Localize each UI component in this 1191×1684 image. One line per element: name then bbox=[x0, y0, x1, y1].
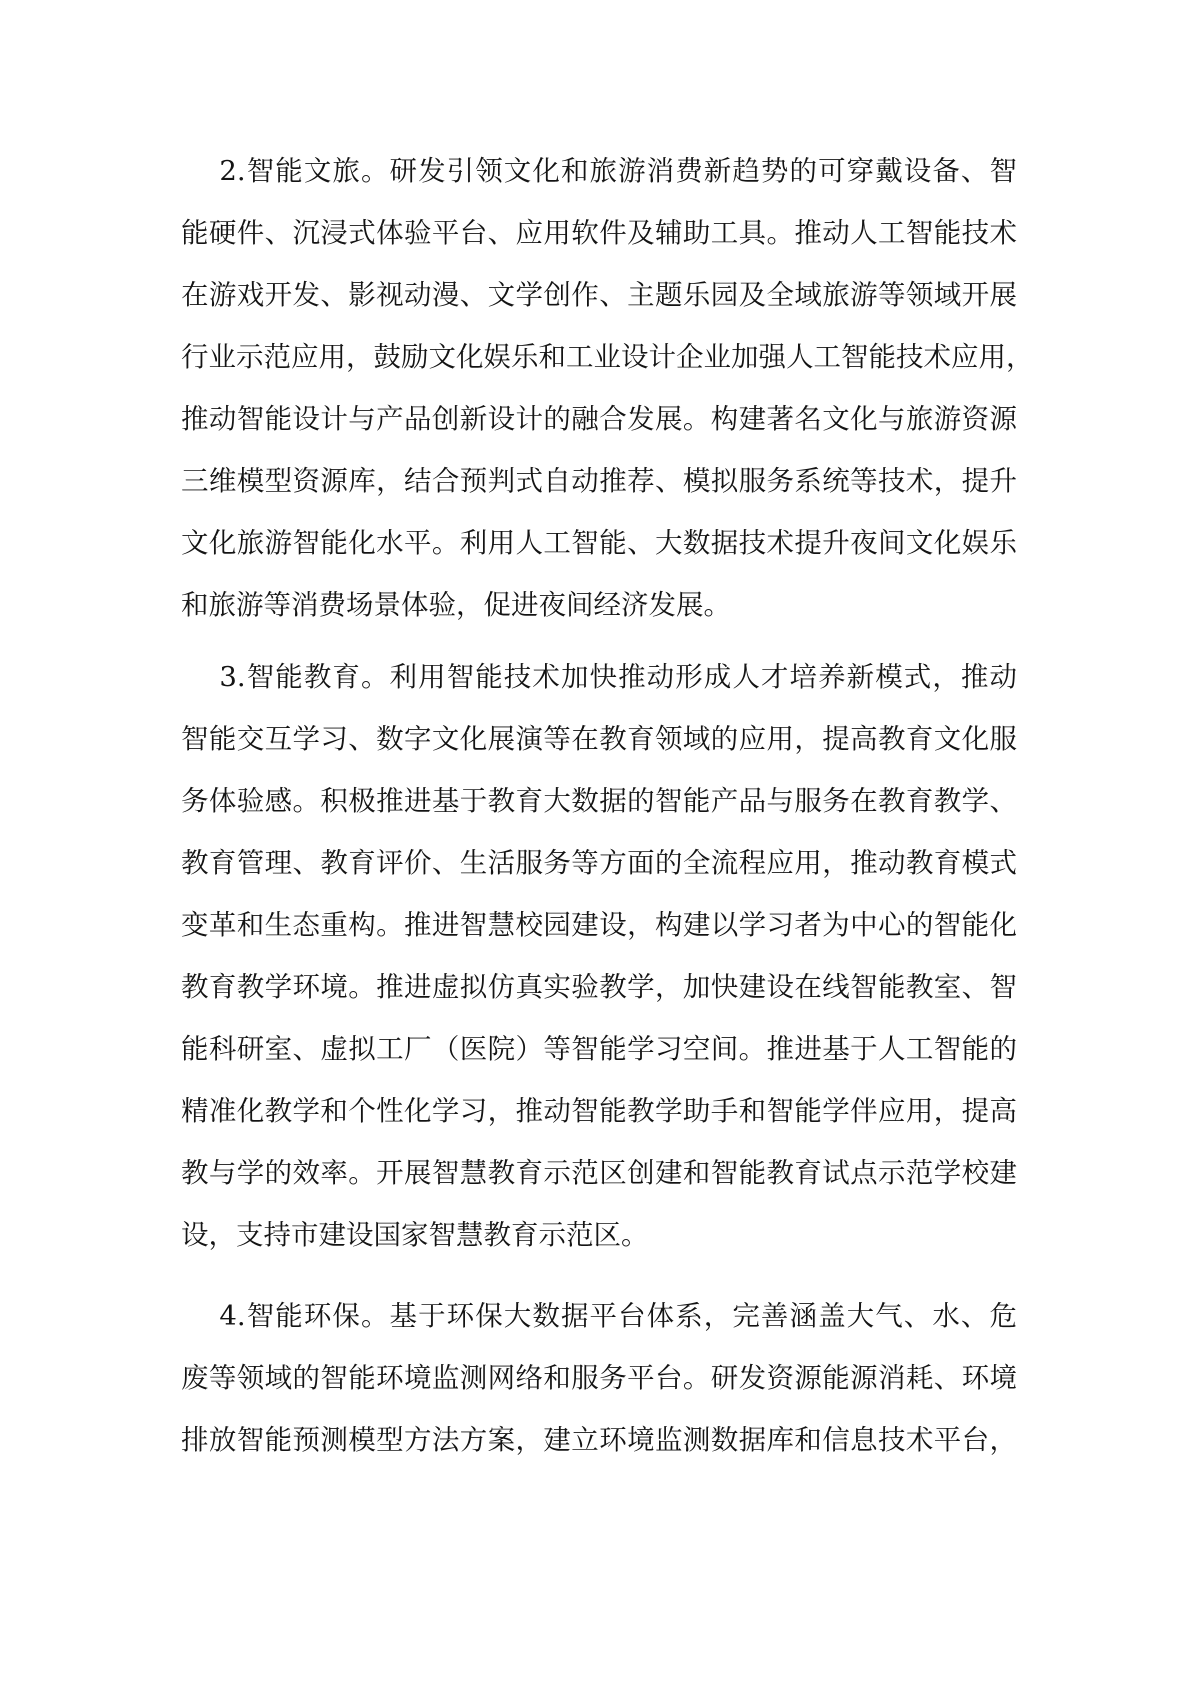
paragraph-smart-culture-tourism bbox=[181, 140, 1034, 636]
paragraph-line: 排放智能预测模型方法方案，建立环境监测数据库和信息技术平台， bbox=[181, 1424, 1017, 1456]
paragraph-line: 教育管理、教育评价、生活服务等方面的全流程应用，推动教育模式 bbox=[181, 847, 1017, 879]
paragraph-line: 能科研室、虚拟工厂（医院）等智能学习空间。推进基于人工智能的 bbox=[181, 1033, 1017, 1065]
paragraph-line: 教与学的效率。开展智慧教育示范区创建和智能教育试点示范学校建 bbox=[181, 1157, 1017, 1189]
paragraph-line: 2.智能文旅。研发引领文化和旅游消费新趋势的可穿戴设备、智 bbox=[181, 155, 1017, 187]
paragraph-line: 文化旅游智能化水平。利用人工智能、大数据技术提升夜间文化娱乐 bbox=[181, 527, 1017, 559]
paragraph-line: 在游戏开发、影视动漫、文学创作、主题乐园及全域旅游等领域开展 bbox=[181, 279, 1017, 311]
paragraph-line: 务体验感。积极推进基于教育大数据的智能产品与服务在教育教学、 bbox=[181, 785, 1017, 817]
paragraph-line: 能硬件、沉浸式体验平台、应用软件及辅助工具。推动人工智能技术 bbox=[181, 217, 1017, 249]
paragraph-line: 和旅游等消费场景体验，促进夜间经济发展。 bbox=[181, 589, 731, 621]
paragraph-line: 行业示范应用，鼓励文化娱乐和工业设计企业加强人工智能技术应用， bbox=[181, 341, 1034, 373]
paragraph-smart-education bbox=[181, 646, 1017, 1266]
paragraph-line: 设，支持市建设国家智慧教育示范区。 bbox=[181, 1219, 649, 1251]
paragraph-line: 教育教学环境。推进虚拟仿真实验教学，加快建设在线智能教室、智 bbox=[181, 971, 1017, 1003]
paragraph-line: 4.智能环保。基于环保大数据平台体系，完善涵盖大气、水、危 bbox=[181, 1300, 1017, 1332]
paragraph-line: 精准化教学和个性化学习，推动智能教学助手和智能学伴应用，提高 bbox=[181, 1095, 1017, 1127]
paragraph-line: 废等领域的智能环境监测网络和服务平台。研发资源能源消耗、环境 bbox=[181, 1362, 1017, 1394]
paragraph-line: 智能交互学习、数字文化展演等在教育领域的应用，提高教育文化服 bbox=[181, 723, 1017, 755]
paragraph-line: 三维模型资源库，结合预判式自动推荐、模拟服务系统等技术，提升 bbox=[181, 465, 1017, 497]
paragraph-line: 3.智能教育。利用智能技术加快推动形成人才培养新模式，推动 bbox=[181, 661, 1017, 693]
paragraph-smart-environment bbox=[181, 1285, 1017, 1471]
paragraph-line: 变革和生态重构。推进智慧校园建设，构建以学习者为中心的智能化 bbox=[181, 909, 1017, 941]
paragraph-line: 推动智能设计与产品创新设计的融合发展。构建著名文化与旅游资源 bbox=[181, 403, 1017, 435]
